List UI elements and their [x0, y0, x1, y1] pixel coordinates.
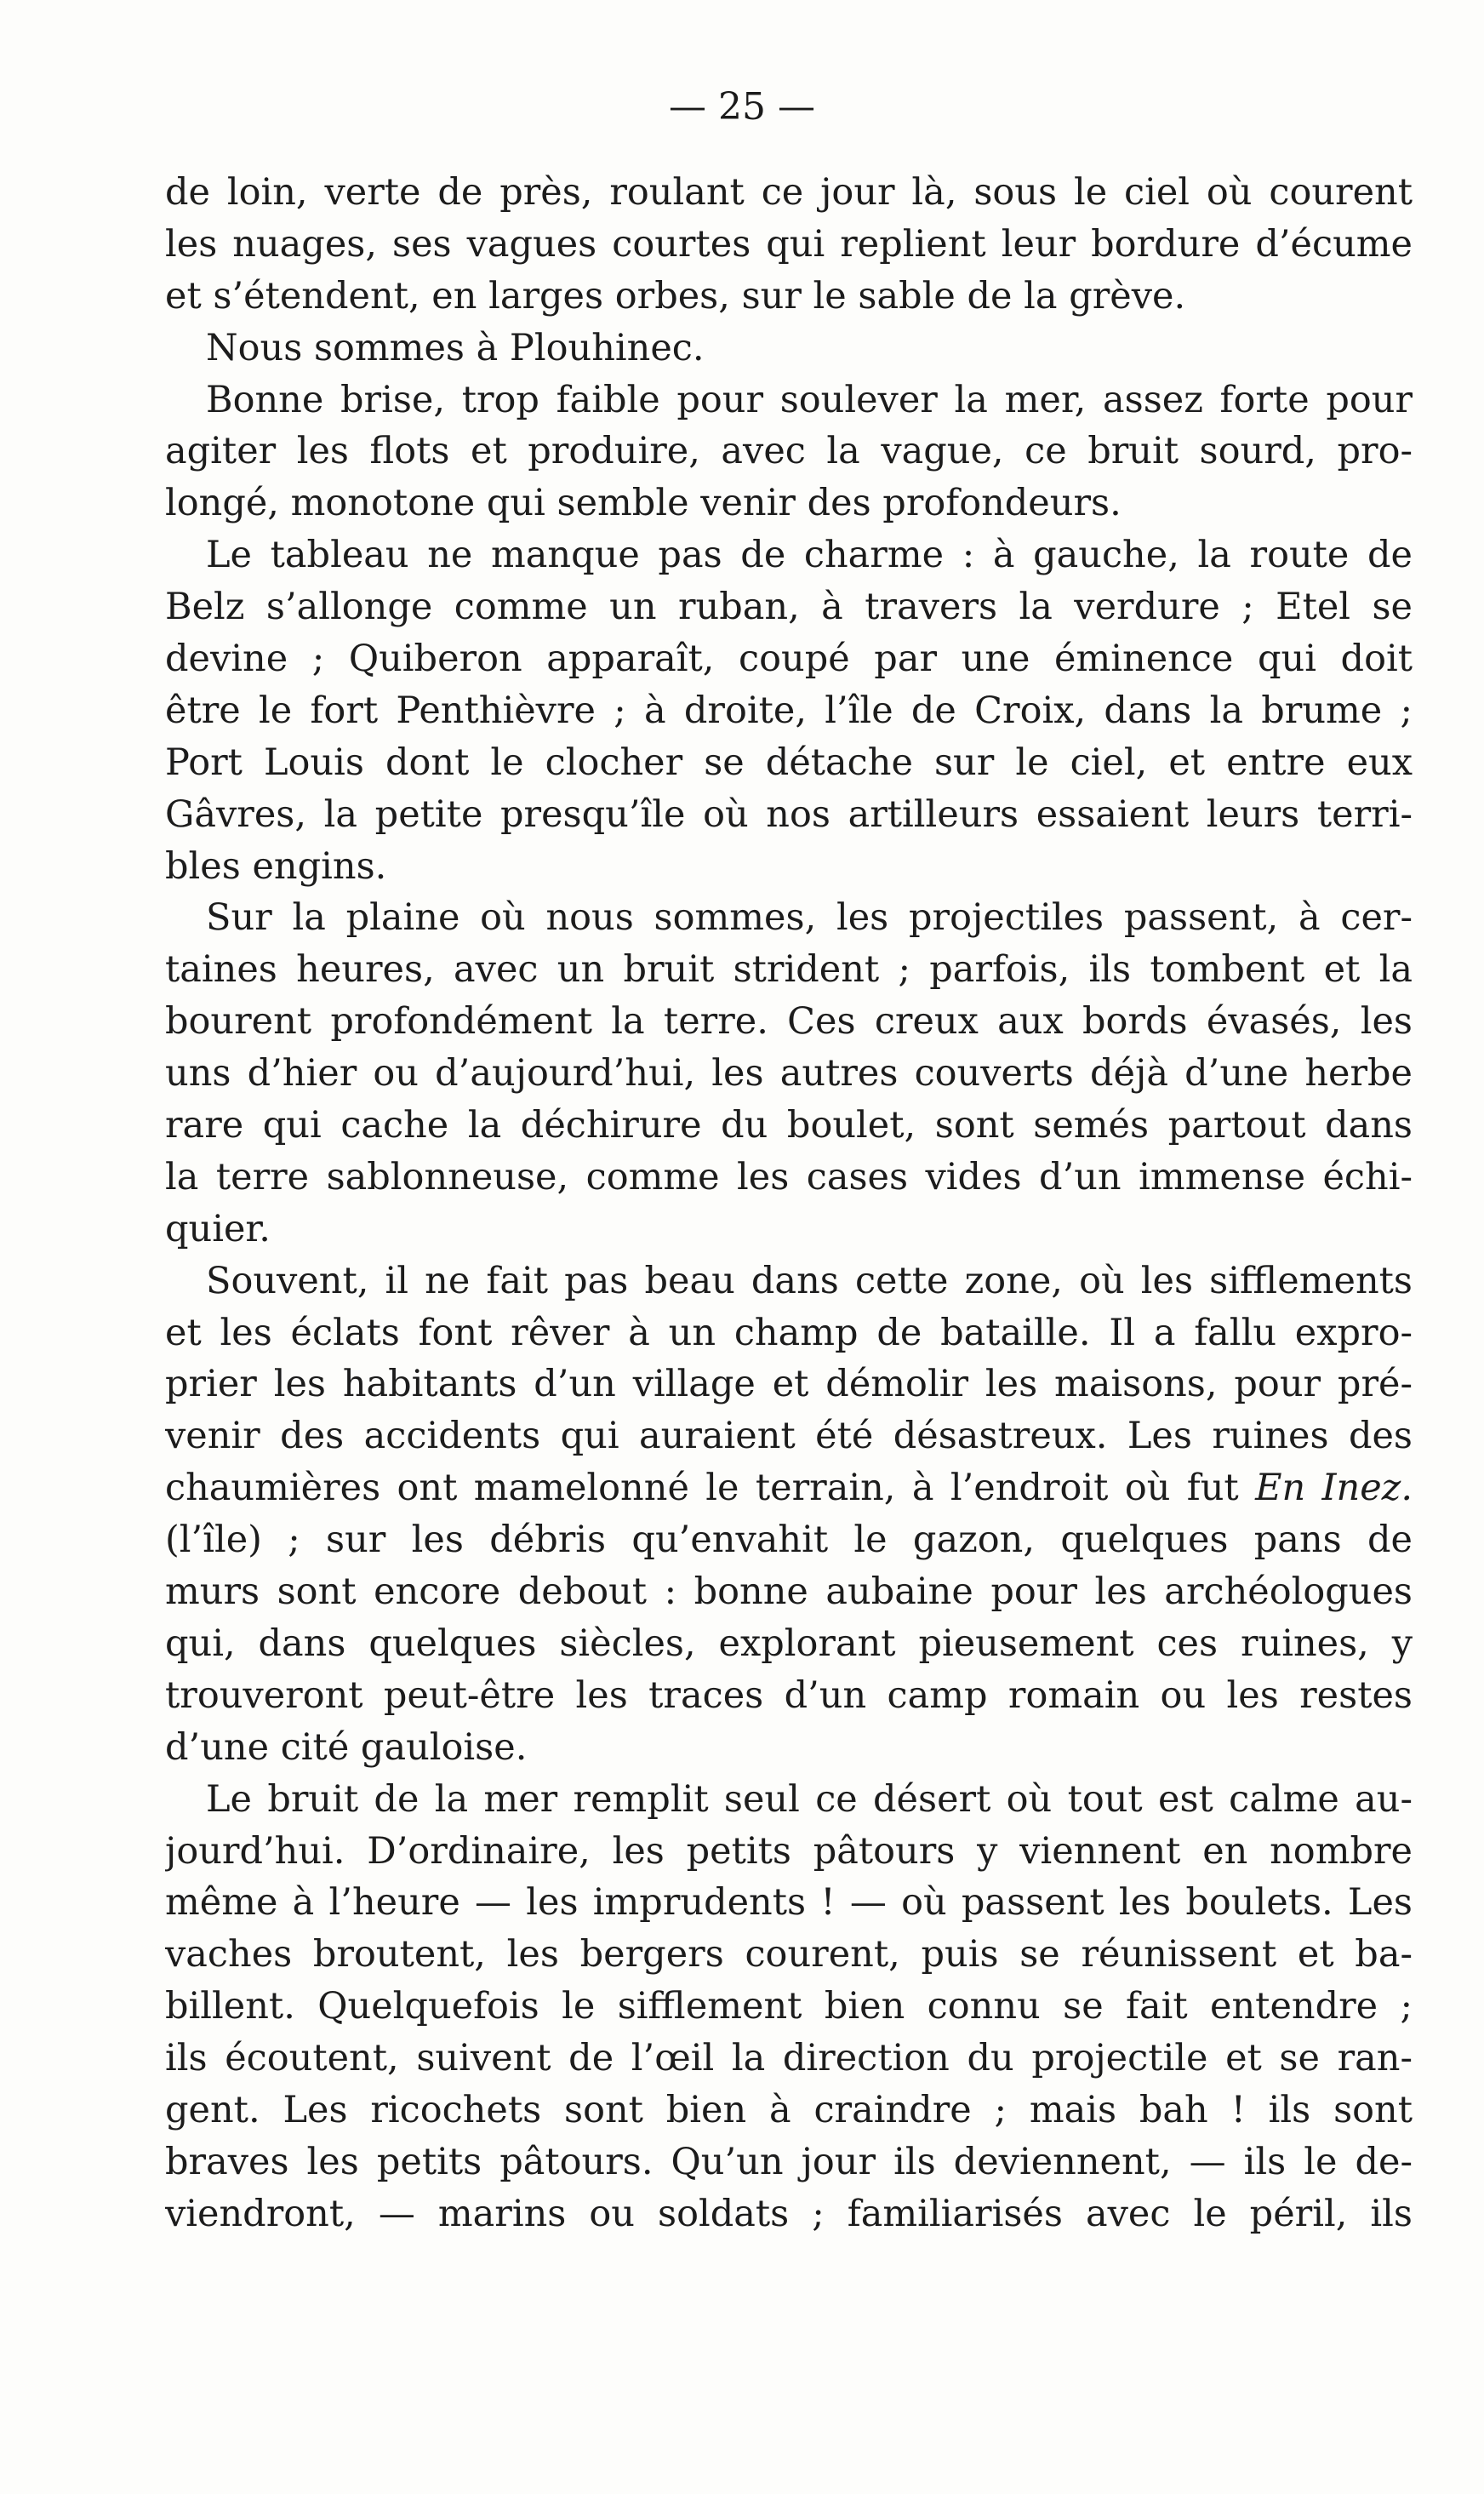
- text-line-content: quier.: [165, 1207, 271, 1250]
- text-line-content: qui, dans quelques siècles, explorant pieusement ces ruines, y: [165, 1622, 1413, 1665]
- text-line-content: vaches broutent, les bergers courent, puis se réunissent et ba-: [165, 1933, 1413, 1976]
- text-line: [165, 2085, 1413, 2136]
- page-number: — 25 —: [669, 85, 815, 129]
- text-line-content: Souvent, il ne fait pas beau dans cette zone, où les sifflements: [206, 1259, 1413, 1302]
- text-line: [165, 1722, 1413, 1774]
- text-line: [165, 1204, 1413, 1256]
- text-line-content: de loin, verte de près, roulant ce jour là, sous le ciel où courent: [165, 171, 1413, 214]
- text-line: [165, 633, 1413, 685]
- text-line: [165, 789, 1413, 841]
- text-line-content: devine ; Quiberon apparaît, coupé par une éminence qui doit: [165, 638, 1413, 681]
- text-line-content: Le bruit de la mer remplit seul ce désert où tout est calme au-: [206, 1777, 1413, 1821]
- text-line-content: être le fort Penthièvre ; à droite, l’île de Croix, dans la brume ;: [165, 689, 1413, 732]
- text-line: [165, 685, 1413, 737]
- text-line: [165, 271, 1413, 323]
- text-line-content: les nuages, ses vagues courtes qui replient leur bordure d’écume: [165, 222, 1413, 266]
- text-line-content: bles engins.: [165, 844, 387, 888]
- text-line: [165, 323, 1413, 375]
- text-line-content: Nous sommes à Plouhinec.: [206, 326, 705, 369]
- text-line: [165, 1618, 1413, 1670]
- text-line: [165, 1152, 1413, 1204]
- text-line: [165, 1929, 1413, 1981]
- text-line-content: bourent profondément la terre. Ces creux aux bords évasés, les: [165, 1000, 1413, 1044]
- text-line-content: taines heures, avec un bruit strident ; parfois, ils tombent et la: [165, 948, 1413, 992]
- text-line: [165, 2033, 1413, 2085]
- italic-place-name: En Inez.: [1255, 1467, 1413, 1510]
- text-line-content: trouveront peut-être les traces d’un camp romain ou les restes: [165, 1673, 1413, 1717]
- text-line: [165, 841, 1413, 893]
- text-line: [165, 581, 1413, 633]
- text-line-content: gent. Les ricochets sont bien à craindre ; mais bah ! ils sont: [165, 2088, 1413, 2131]
- text-line: [165, 375, 1413, 426]
- text-line: [165, 1877, 1413, 1929]
- text-line-content: chaumières ont mamelonné le terrain, à l’endroit où fut: [165, 1467, 1239, 1510]
- body-text: [165, 167, 1413, 2240]
- text-line: [165, 478, 1413, 529]
- text-line-content: la terre sablonneuse, comme les cases vides d’un immense échi-: [165, 1155, 1413, 1198]
- text-line-content: même à l’heure — les imprudents ! — où passent les boulets. Les: [165, 1881, 1413, 1925]
- text-line-content: ils écoutent, suivent de l’œil la direction du projectile et se ran-: [165, 2037, 1413, 2080]
- text-line-content: longé, monotone qui semble venir des profondeurs.: [165, 482, 1122, 525]
- text-line-content: d’une cité gauloise.: [165, 1725, 528, 1769]
- text-line: [165, 737, 1413, 789]
- text-line: [165, 167, 1413, 219]
- text-line-content: billent. Quelquefois le sifflement bien connu se fait entendre ;: [165, 1985, 1413, 2028]
- text-line: [165, 529, 1413, 581]
- text-line-content: et les éclats font rêver à un champ de bataille. Il a fallu expro-: [165, 1311, 1413, 1354]
- text-line: [165, 1670, 1413, 1722]
- text-line-content: prier les habitants d’un village et démolir les maisons, pour pré-: [165, 1363, 1413, 1406]
- text-line-content: Le tableau ne manque pas de charme : à gauche, la route de: [206, 534, 1413, 577]
- text-line: [165, 426, 1413, 478]
- text-line-content: rare qui cache la déchirure du boulet, sont semés partout dans: [165, 1104, 1413, 1147]
- text-line: [165, 1566, 1413, 1618]
- text-line: [165, 1359, 1413, 1410]
- text-line: [165, 1048, 1413, 1100]
- text-line: [165, 2188, 1413, 2240]
- text-line-content: Bonne brise, trop faible pour soulever la mer, assez forte pour: [206, 378, 1413, 421]
- text-line: [165, 219, 1413, 271]
- text-line-content: venir des accidents qui auraient été désastreux. Les ruines des: [165, 1415, 1413, 1458]
- text-line: [165, 1100, 1413, 1152]
- text-line: [165, 996, 1413, 1048]
- text-line: [165, 1307, 1413, 1359]
- text-line-content: et s’étendent, en larges orbes, sur le sable de la grève.: [165, 274, 1186, 317]
- text-line-content: Port Louis dont le clocher se détache sur le ciel, et entre eux: [165, 741, 1413, 784]
- text-line-content: braves les petits pâtours. Qu’un jour ils deviennent, — ils le de-: [165, 2140, 1413, 2183]
- text-line: [165, 1256, 1413, 1307]
- text-line: [165, 944, 1413, 996]
- text-line: [165, 892, 1413, 944]
- text-line: [165, 1826, 1413, 1878]
- text-line: [165, 1410, 1413, 1462]
- text-line-content: murs sont encore debout : bonne aubaine pour les archéologues: [165, 1570, 1413, 1614]
- text-line-content: viendront, — marins ou soldats ; familiarisés avec le péril, ils: [165, 2192, 1413, 2235]
- text-line-content: (l’île) ; sur les débris qu’envahit le gazon, quelques pans de: [165, 1519, 1413, 1562]
- text-line: [165, 1514, 1413, 1566]
- text-line-content: agiter les flots et produire, avec la vague, ce bruit sourd, pro-: [165, 430, 1413, 473]
- text-line-content: jourd’hui. D’ordinaire, les petits pâtours y viennent en nombre: [165, 1829, 1413, 1873]
- text-line: [165, 1462, 1413, 1514]
- text-line: [165, 1774, 1413, 1826]
- text-line-content: Sur la plaine où nous sommes, les projectiles passent, à cer-: [206, 896, 1413, 940]
- text-line-content: uns d’hier ou d’aujourd’hui, les autres couverts déjà d’une herbe: [165, 1052, 1413, 1095]
- text-line-content: Gâvres, la petite presqu’île où nos artilleurs essaient leurs terri-: [165, 792, 1413, 836]
- text-line-content: Belz s’allonge comme un ruban, à travers la verdure ; Etel se: [165, 586, 1413, 629]
- text-line: [165, 1981, 1413, 2033]
- text-line: [165, 2136, 1413, 2188]
